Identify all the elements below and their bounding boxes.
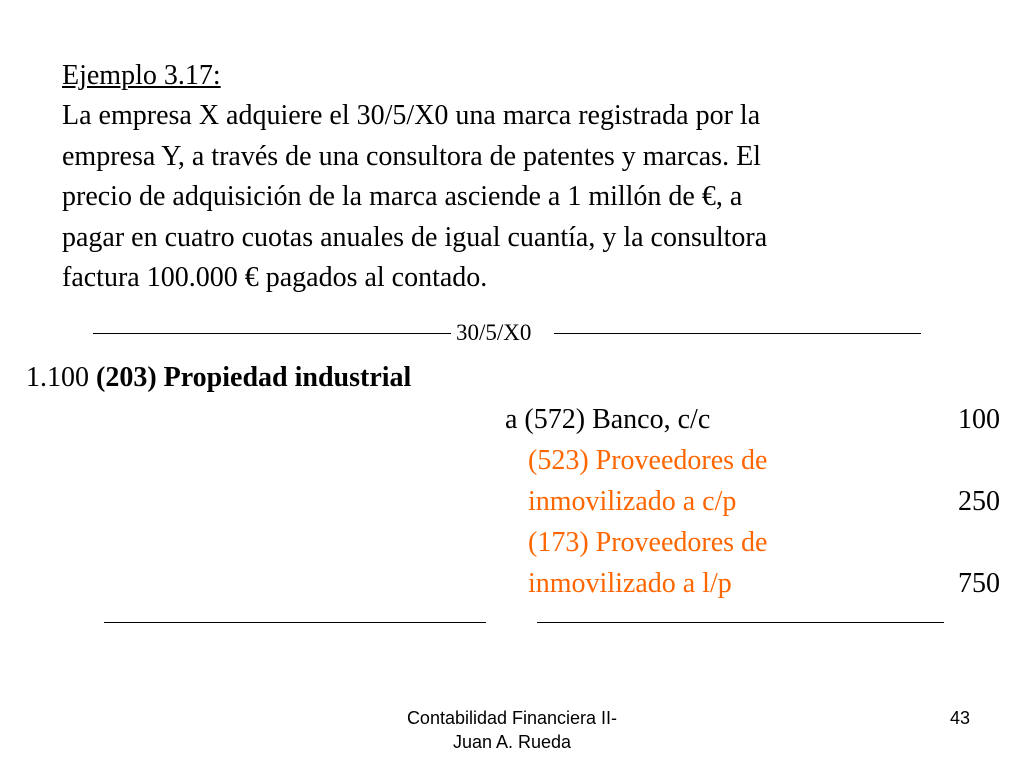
- credit-amount-banco: 100: [958, 404, 1000, 435]
- journal-date: 30/5/X0: [456, 320, 532, 345]
- date-rule-left: [93, 333, 451, 334]
- debit-entry: [26, 358, 411, 398]
- credit-account-523-line1: (523) Proveedores de: [528, 445, 768, 476]
- entry-closing-rule-left: [104, 622, 486, 623]
- credit-account-523-line2: inmovilizado a c/p: [528, 486, 737, 517]
- description-line: empresa Y, a través de una consultora de patentes y marcas. El: [62, 140, 761, 172]
- debit-account-name: Propiedad industrial: [163, 362, 412, 393]
- debit-account-code: (203): [96, 362, 157, 393]
- date-rule-right: [554, 333, 921, 334]
- credit-account-173-line2: inmovilizado a l/p: [528, 568, 732, 599]
- description-line: precio de adquisición de la marca asciende a 1 millón de €, a: [62, 181, 743, 213]
- debit-amount: 1.100: [26, 362, 89, 393]
- credit-account-banco: a (572) Banco, c/c: [505, 404, 711, 435]
- footer-credit: [312, 706, 712, 754]
- footer-course: Contabilidad Financiera II-: [406, 708, 618, 728]
- credit-account-173-line1: (173) Proveedores de: [528, 527, 768, 558]
- footer-author: Juan A. Rueda: [452, 732, 572, 752]
- credit-amount-523: 250: [958, 486, 1000, 517]
- example-heading: Ejemplo 3.17:: [62, 60, 221, 91]
- credit-amount-173: 750: [958, 568, 1000, 599]
- description-line: pagar en cuatro cuotas anuales de igual cuantía, y la consultora: [62, 221, 768, 253]
- description-line: factura 100.000 € pagados al contado.: [62, 262, 488, 294]
- description-line: La empresa X adquiere el 30/5/X0 una marca registrada por la: [62, 100, 761, 131]
- page-number: 43: [949, 708, 970, 728]
- example-description: [62, 96, 962, 299]
- entry-closing-rule-right: [537, 622, 944, 623]
